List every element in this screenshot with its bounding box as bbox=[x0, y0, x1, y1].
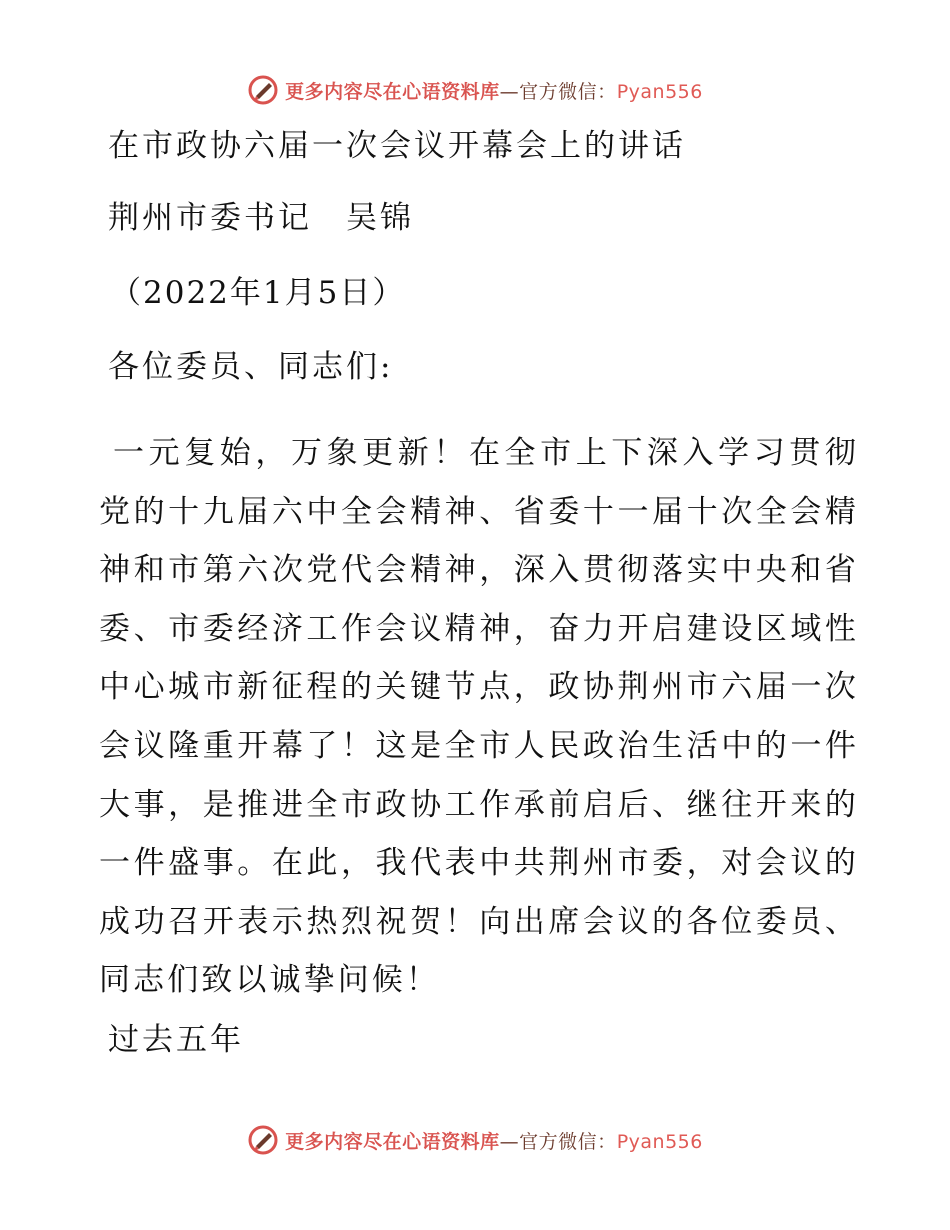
watermark-text: 更多内容尽在心语资料库—官方微信：Pyan556 bbox=[285, 1130, 703, 1153]
document-title: 在市政协六届一次会议开幕会上的讲话 bbox=[108, 128, 686, 164]
watermark-banner-top bbox=[0, 70, 950, 110]
watermark-banner-bottom bbox=[0, 1120, 950, 1160]
body-paragraph: 一元复始，万象更新！在全市上下深入学习贯彻党的十九届六中全会精神、省委十一届十次全会精神和市第六次党代会精神，深入贯彻落实中央和省委、市委经济工作会议精神，奋力开启建设区域性中心城市新征程的关键节点，政协荆州市六届一次会议隆重开幕了！这是全市人民政治生活中的一件大事，是推进全市政协工作承前启后、继往开来的一件盛事。在此，我代表中共荆州市委，对会议的成功召开表示热烈祝贺！向出席会议的各位委员、同志们致以诚挚问候！ bbox=[99, 435, 859, 999]
pen-circle-logo-icon bbox=[247, 74, 279, 106]
document-author: 荆州市委书记 吴锦 bbox=[108, 200, 414, 236]
section-heading: 过去五年 bbox=[108, 1022, 244, 1058]
document-greeting: 各位委员、同志们: bbox=[108, 349, 394, 385]
pen-circle-logo-icon bbox=[247, 1124, 279, 1156]
document-date: （2022年1月5日） bbox=[110, 275, 406, 311]
watermark-text: 更多内容尽在心语资料库—官方微信：Pyan556 bbox=[285, 80, 703, 103]
